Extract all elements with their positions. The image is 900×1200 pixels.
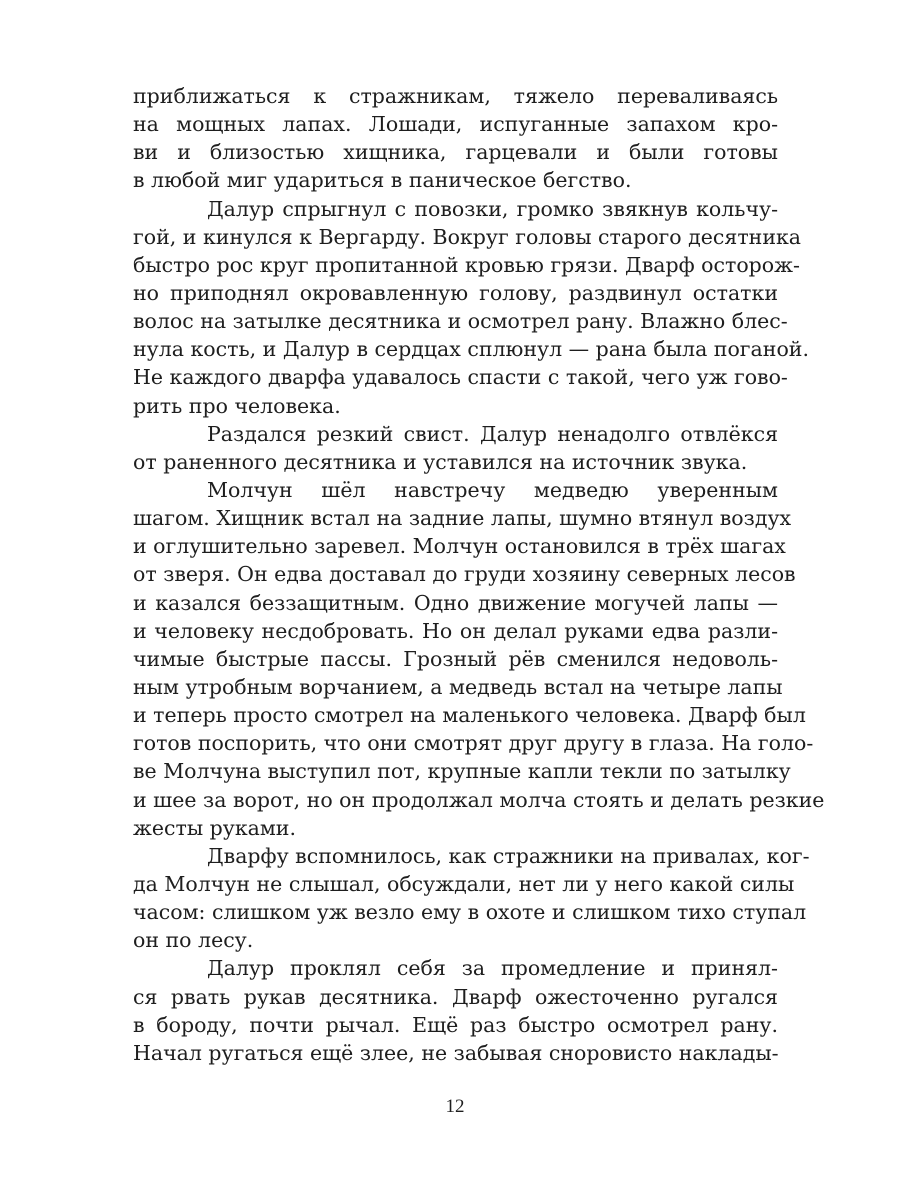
paragraph [133,954,778,1067]
text-line: ным утробным ворчанием, а медведь встал на четыре лапы [133,674,783,699]
text-line: ви и близостью хищника, гарцевали и были готовы [133,140,778,165]
text-line: в любой миг удариться в паническое бегство. [133,168,632,193]
paragraph [133,476,825,842]
text-line: нула кость, и Далур в сердцах сплюнул — рана была поганой. [133,337,809,362]
text-line: жесты руками. [133,815,296,840]
text-line: да Молчун не слышал, обсуждали, нет ли у него какой силы [133,871,795,896]
text-line: Не каждого дварфа удавалось спасти с такой, чего уж гово- [133,365,788,390]
text-line: Раздался резкий свист. Далур ненадолго отвлёкся [207,421,778,446]
text-line: на мощных лапах. Лошади, испуганные запахом кро- [133,112,778,137]
text-line: но приподнял окровавленную голову, раздвинул остатки [133,280,778,305]
text-line: ве Молчуна выступил пот, крупные капли текли по затылку [133,759,791,784]
paragraph [133,195,809,420]
text-line: ся рвать рукав десятника. Дварф ожесточенно ругался [133,984,778,1009]
text-line: Дварфу вспомнилось, как стражники на привалах, ког- [207,843,810,868]
text-line: и шее за ворот, но он продолжал молча стоять и делать резкие [133,787,825,812]
text-line: шагом. Хищник встал на задние лапы, шумно втянул воздух [133,506,792,531]
text-line: в бороду, почти рычал. Ещё раз быстро осмотрел рану. [133,1012,778,1037]
text-line: волос на затылке десятника и осмотрел рану. Влажно блес- [133,309,788,334]
text-line: Молчун шёл навстречу медведю уверенным [207,477,778,502]
text-line: часом: слишком уж везло ему в охоте и слишком тихо ступал [133,900,807,925]
text-line: рить про человека. [133,393,341,418]
text-line: приближаться к стражникам, тяжело переваливаясь [133,84,778,108]
text-line: гой, и кинулся к Вергарду. Вокруг головы старого десятника [133,224,802,249]
text-line: и казался беззащитным. Одно движение могучей лапы — [133,590,778,615]
text-line: Далур спрыгнул с повозки, громко звякнув кольчу- [207,196,778,221]
paragraph [133,82,778,195]
text-line: и теперь просто смотрел на маленького человека. Дварф был [133,703,806,728]
text-line: и оглушительно заревел. Молчун остановился в трёх шагах [133,534,786,559]
page-number: 12 [445,1096,465,1117]
paragraph [133,842,810,955]
text-line: чимые быстрые пассы. Грозный рёв сменился недоволь- [133,646,778,671]
paragraph [133,420,778,476]
text-line: быстро рос круг пропитанной кровью грязи. Дварф осторож- [133,252,800,277]
text-line: от раненного десятника и уставился на источник звука. [133,449,748,474]
text-line: Далур проклял себя за промедление и принял- [207,956,778,981]
body-text [133,82,825,1067]
text-line: от зверя. Он едва доставал до груди хозяину северных лесов [133,562,796,587]
text-line: готов поспорить, что они смотрят друг другу в глаза. На голо- [133,731,814,756]
text-line: Начал ругаться ещё злее, не забывая сноровисто наклады- [133,1040,779,1065]
text-line: он по лесу. [133,928,254,953]
text-line: и человеку несдобровать. Но он делал руками едва разли- [133,618,778,643]
